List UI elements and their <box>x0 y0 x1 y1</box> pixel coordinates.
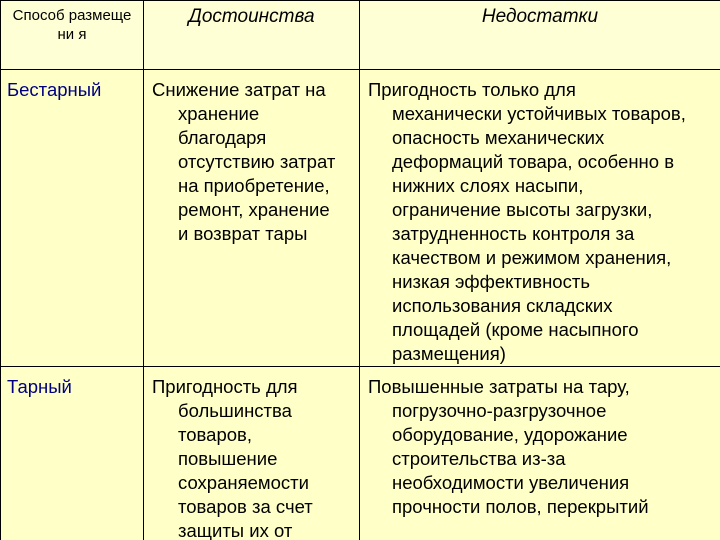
row-label: Бестарный <box>7 79 102 100</box>
advantages-text: Снижение затрат на хранение благодаря отсутствию затрат на приобретение, ремонт, хранение и возврат тары <box>152 79 336 244</box>
header-method <box>1 1 144 70</box>
table-header-row <box>1 1 720 70</box>
disadvantages-cell <box>360 70 720 367</box>
advantages-text: Пригодность для большинства товаров, повышение сохраняемости товаров за счет защиты их от <box>152 376 313 540</box>
table-row <box>1 70 720 367</box>
disadvantages-text: Пригодность только для механически устойчивых товаров, опасность механических деформаций товара, особенно в нижних слоях насыпи, ограничение высоты загрузки, затрудненность контроля за качеством и режимом хранения, низкая эффективность использования складских площадей (кроме насыпного размещения) <box>368 79 686 364</box>
header-advantages-label: Достоинства <box>188 6 315 27</box>
disadvantages-text: Повышенные затраты на тару, погрузочно-разгрузочное оборудование, удорожание строительства из-за необходимости увеличения прочности полов, перекрытий <box>368 376 649 517</box>
advantages-cell <box>144 70 360 367</box>
header-method-label: Способ размещени я <box>12 7 132 43</box>
table-row <box>1 367 720 540</box>
header-disadvantages-label: Недостатки <box>481 6 599 27</box>
row-label-cell <box>1 70 144 367</box>
header-advantages <box>144 1 360 70</box>
row-label-cell <box>1 367 144 540</box>
header-disadvantages <box>360 1 720 70</box>
advantages-cell <box>144 367 360 540</box>
disadvantages-cell <box>360 367 720 540</box>
row-label: Тарный <box>7 376 72 397</box>
